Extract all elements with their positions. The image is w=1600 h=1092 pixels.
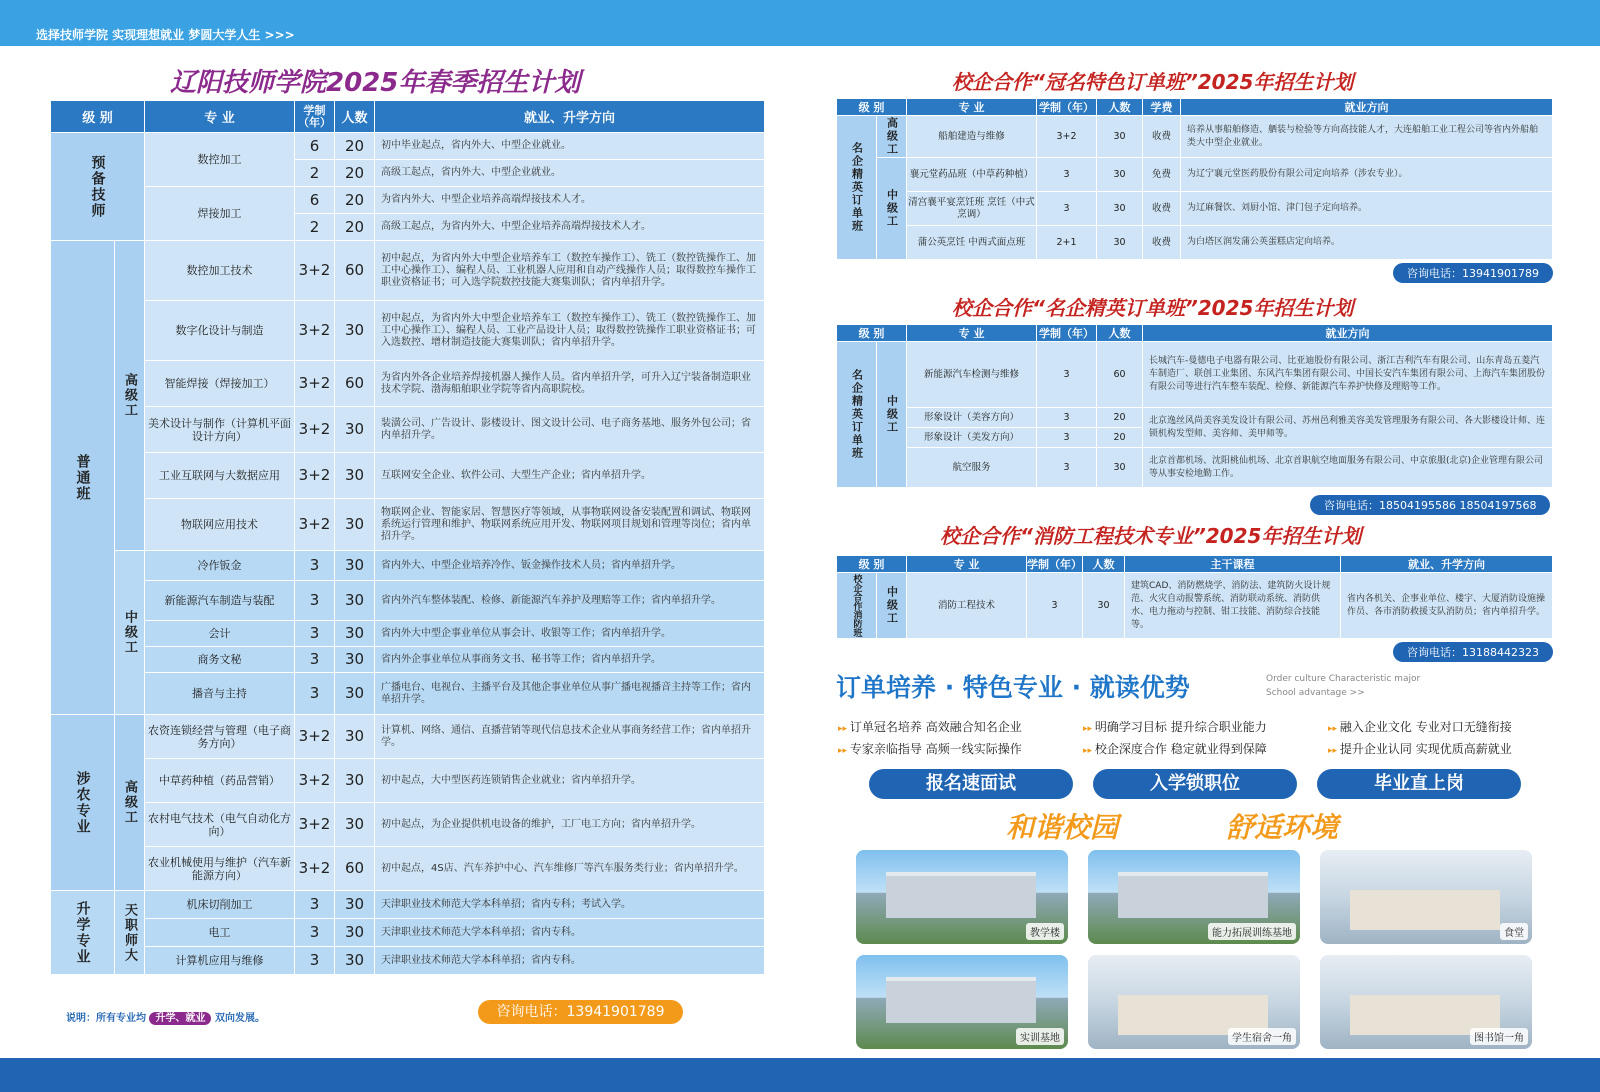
level-group-text: 升学专业	[74, 900, 91, 965]
major-cell: 电工	[145, 919, 295, 947]
t3-col-years: 学制（年）	[1027, 556, 1083, 573]
years-cell: 6	[295, 133, 335, 160]
t2-sub: 中级工	[877, 342, 907, 488]
t1-count: 30	[1097, 116, 1143, 158]
advantage-item: ▸▸ 融入企业文化 专业对口无缝衔接	[1328, 718, 1512, 735]
major-cell: 新能源汽车制造与装配	[145, 581, 295, 621]
level-sub	[115, 715, 145, 891]
advantage-item: ▸▸ 提升企业认同 实现优质高薪就业	[1328, 740, 1512, 757]
level-sub-text: 天职师大	[122, 902, 137, 963]
years-cell: 3	[295, 551, 335, 581]
count-cell: 20	[335, 160, 375, 187]
direction-cell: 天津职业技术师范大学本科单招；省内专科。	[375, 947, 765, 975]
t2-phone: 咨询电话：18504195586 18504197568	[1310, 495, 1550, 515]
major-cell: 美术设计与制作（计算机平面设计方向）	[145, 407, 295, 453]
t2-col-count: 人数	[1097, 325, 1143, 342]
major-cell: 农业机械使用与维护（汽车新能源方向）	[145, 847, 295, 891]
t1-col-direction: 就业方向	[1181, 99, 1553, 116]
top-banner	[0, 0, 1600, 46]
direction-cell: 初中起点，为省内外大中型企业培养车工（数控车操作工）、铣工（数控铣操作工、加工中心操作工）、编程人员、工业产品设计人员；取得数控铣操作工职业资格证书；可入选数控、增材制造技能大赛集训队；省内单招升学。	[375, 301, 765, 361]
table-row	[51, 673, 765, 715]
t1-sub-mid: 中级工	[877, 158, 907, 260]
t1-title: 校企合作“冠名特色订单班”2025年招生计划	[952, 70, 1354, 94]
major-cell: 会计	[145, 621, 295, 647]
t3-phone: 咨询电话：13188442323	[1393, 642, 1553, 662]
count-cell: 60	[335, 241, 375, 301]
t2-col-major: 专 业	[907, 325, 1037, 342]
t2-direction: 长城汽车-曼德电子电器有限公司、比亚迪股份有限公司、浙江吉利汽车有限公司、山东青岛五菱汽车制造厂、联创工业集团、东风汽车集团有限公司、中国长安汽车集团有限公司、上海汽车集团股份有限公司等进行汽车整车装配、检修、新能源汽车养护快修及理赔等工作。	[1143, 342, 1553, 408]
count-cell: 60	[335, 361, 375, 407]
t2-major: 形象设计（美容方向）	[907, 408, 1037, 428]
t1-count: 30	[1097, 192, 1143, 226]
t3-direction: 省内各机关、企事业单位、楼宇、大厦消防设施操作员、各市消防救援支队消防员；省内单招升学。	[1341, 573, 1553, 639]
promo-english	[1266, 672, 1420, 700]
t1-fee: 免费	[1143, 158, 1181, 192]
left-title: 辽阳技师学院2025年春季招生计划	[170, 68, 581, 98]
count-cell: 30	[335, 301, 375, 361]
t2-years: 3	[1037, 408, 1097, 428]
t3-sub: 中级工	[877, 573, 907, 639]
count-cell: 30	[335, 891, 375, 919]
t3-title: 校企合作“消防工程技术专业”2025年招生计划	[940, 524, 1362, 548]
advantage-item: ▸▸ 校企深度合作 稳定就业得到保障	[1083, 740, 1267, 757]
t1-fee: 收费	[1143, 116, 1181, 158]
major-cell: 焊接加工	[145, 187, 295, 241]
t1-direction: 为辽麻餐饮、刘厨小馆、津门包子定向培养。	[1181, 192, 1553, 226]
photo-practice-base	[856, 955, 1068, 1049]
advantage-item: ▸▸ 明确学习目标 提升综合职业能力	[1083, 718, 1267, 735]
bottom-banner	[0, 1058, 1600, 1092]
t1-years: 3	[1037, 192, 1097, 226]
direction-cell: 物联网企业、智能家居、智慧医疗等领域，从事物联网设备安装配置和调试、物联网系统运行管理和维护、物联网系统应用开发、物联网项目规划和管理等岗位；省内单招升学。	[375, 499, 765, 551]
t2-count: 30	[1097, 448, 1143, 488]
level-group	[51, 715, 115, 891]
count-cell: 30	[335, 551, 375, 581]
col-years: 学制（年）	[295, 101, 335, 133]
major-cell: 播音与主持	[145, 673, 295, 715]
t2-major: 航空服务	[907, 448, 1037, 488]
t2-title: 校企合作“名企精英订单班”2025年招生计划	[952, 296, 1354, 320]
t3-years: 3	[1027, 573, 1083, 639]
t2-major: 新能源汽车检测与维修	[907, 342, 1037, 408]
photo-caption: 图书馆一角	[1470, 1028, 1528, 1045]
t2-col-years: 学制（年）	[1037, 325, 1097, 342]
years-cell: 3	[295, 647, 335, 673]
table-row	[51, 187, 765, 214]
years-cell: 3+2	[295, 715, 335, 759]
major-cell: 农村电气技术（电气自动化方向）	[145, 803, 295, 847]
major-cell: 工业互联网与大数据应用	[145, 453, 295, 499]
count-cell: 30	[335, 759, 375, 803]
t1-fee: 收费	[1143, 192, 1181, 226]
major-cell: 商务文秘	[145, 647, 295, 673]
direction-cell: 天津职业技术师范大学本科单招；省内专科；考试入学。	[375, 891, 765, 919]
major-cell: 农资连锁经营与管理（电子商务方向）	[145, 715, 295, 759]
t1-col-major: 专 业	[907, 99, 1037, 116]
t3-count: 30	[1083, 573, 1125, 639]
t3-course: 建筑CAD、消防燃烧学、消防法、建筑防火设计规范、火灾自动报警系统、消防联动系统、消防供水、电力拖动与控制、钳工技能、消防综合技能等。	[1125, 573, 1341, 639]
years-cell: 3+2	[295, 803, 335, 847]
direction-cell: 初中起点，4S店、汽车养护中心、汽车维修厂等汽车服务类行业；省内单招升学。	[375, 847, 765, 891]
table-row	[51, 407, 765, 453]
direction-cell: 高级工起点，为省内外大、中型企业培养高端焊接技术人才。	[375, 214, 765, 241]
photo-caption: 教学楼	[1026, 923, 1064, 940]
years-cell: 3+2	[295, 499, 335, 551]
count-cell: 30	[335, 803, 375, 847]
table-row	[51, 803, 765, 847]
left-phone: 咨询电话：13941901789	[478, 1000, 683, 1024]
fire-eng-table	[836, 555, 1553, 639]
footnote	[66, 1009, 265, 1024]
level-sub	[115, 241, 145, 551]
years-cell: 3+2	[295, 453, 335, 499]
direction-cell: 为省内外大、中型企业培养高端焊接技术人才。	[375, 187, 765, 214]
level-group	[51, 891, 115, 975]
major-cell: 智能焊接（焊接加工）	[145, 361, 295, 407]
t2-years: 3	[1037, 342, 1097, 408]
direction-cell: 初中起点，为省内外大中型企业培养车工（数控车操作工）、铣工（数控铣操作工、加工中心操作工）、编程人员、工业机器人应用和自动产线操作人员；取得数控车操作工职业资格证书；可入选学院数控技能大赛集训队；省内单招升学。	[375, 241, 765, 301]
photo-teaching-building	[856, 850, 1068, 944]
col-count: 人数	[335, 101, 375, 133]
years-cell: 6	[295, 187, 335, 214]
t3-col-direction: 就业、升学方向	[1341, 556, 1553, 573]
t1-major: 清宫襄平宴烹饪班 烹饪（中式烹调）	[907, 192, 1037, 226]
count-cell: 30	[335, 715, 375, 759]
direction-cell: 天津职业技术师范大学本科单招；省内专科。	[375, 919, 765, 947]
years-cell: 3+2	[295, 241, 335, 301]
major-cell: 物联网应用技术	[145, 499, 295, 551]
t2-count: 60	[1097, 342, 1143, 408]
table-row	[51, 453, 765, 499]
major-cell: 数字化设计与制造	[145, 301, 295, 361]
t1-sub-senior: 高级工	[877, 116, 907, 158]
direction-cell: 省内外汽车整体装配、检修、新能源汽车养护及理赔等工作；省内单招升学。	[375, 581, 765, 621]
photo-caption: 能力拓展训练基地	[1208, 923, 1296, 940]
table-row	[51, 647, 765, 673]
count-cell: 30	[335, 453, 375, 499]
t2-count: 20	[1097, 428, 1143, 448]
table-row	[51, 759, 765, 803]
t1-group: 名企精英订单班	[837, 116, 877, 260]
level-sub-text: 中级工	[122, 610, 137, 655]
t2-count: 20	[1097, 408, 1143, 428]
table-row	[51, 891, 765, 919]
note-pill: 升学、就业	[149, 1012, 211, 1025]
photo-caption: 学生宿舍一角	[1228, 1028, 1296, 1045]
t1-years: 2+1	[1037, 226, 1097, 260]
years-cell: 3+2	[295, 847, 335, 891]
level-sub-text: 高级工	[122, 373, 137, 418]
col-direction: 就业、升学方向	[375, 101, 765, 133]
table-row	[51, 133, 765, 160]
major-cell: 机床切削加工	[145, 891, 295, 919]
t2-group: 名企精英订单班	[837, 342, 877, 488]
photo-canteen	[1320, 850, 1532, 944]
t1-count: 30	[1097, 226, 1143, 260]
advantage-item: ▸▸ 专家亲临指导 高频一线实际操作	[838, 740, 1022, 757]
col-major: 专 业	[145, 101, 295, 133]
direction-cell: 计算机、网络、通信、直播营销等现代信息技术企业从事商务经营工作；省内单招升学。	[375, 715, 765, 759]
named-order-table	[836, 98, 1553, 260]
t1-years: 3	[1037, 158, 1097, 192]
years-cell: 3+2	[295, 361, 335, 407]
count-cell: 20	[335, 187, 375, 214]
years-cell: 3	[295, 621, 335, 647]
table-row	[51, 919, 765, 947]
direction-cell: 广播电台、电视台、主播平台及其他企事业单位从事广播电视播音主持等工作；省内单招升学。	[375, 673, 765, 715]
direct-job-button[interactable]: 毕业直上岗	[1317, 769, 1521, 799]
t1-col-fee: 学费	[1143, 99, 1181, 116]
t1-fee: 收费	[1143, 226, 1181, 260]
years-cell: 3	[295, 581, 335, 621]
count-cell: 30	[335, 919, 375, 947]
count-cell: 30	[335, 621, 375, 647]
promo-en-line1: Order culture Characteristic major	[1266, 674, 1421, 684]
photo-training-base	[1088, 850, 1300, 944]
count-cell: 30	[335, 499, 375, 551]
count-cell: 30	[335, 407, 375, 453]
slogan: 选择技师学院 实现理想就业 梦圆大学人生 >>>	[36, 28, 295, 42]
photo-library	[1320, 955, 1532, 1049]
years-cell: 3	[295, 947, 335, 975]
table-row	[51, 551, 765, 581]
table-row	[51, 581, 765, 621]
t3-group: 校企合作消防班	[837, 573, 877, 639]
years-cell: 3+2	[295, 301, 335, 361]
t1-count: 30	[1097, 158, 1143, 192]
t2-direction: 北京逸丝风尚美容美发设计有限公司、苏州邑利雅美容美发管理服务有限公司、各大影楼设计师、连锁机构发型师、美容师、美甲师等。	[1143, 408, 1553, 448]
level-group	[51, 133, 145, 241]
direction-cell: 初中毕业起点，省内外大、中型企业就业。	[375, 133, 765, 160]
t2-years: 3	[1037, 428, 1097, 448]
direction-cell: 互联网安全企业、软件公司、大型生产企业；省内单招升学。	[375, 453, 765, 499]
promo-title: 订单培养 · 特色专业 · 就读优势	[836, 673, 1190, 702]
t1-major: 船舶建造与维修	[907, 116, 1037, 158]
count-cell: 30	[335, 947, 375, 975]
table-row	[51, 947, 765, 975]
promo-en-line2: School advantage >>	[1266, 688, 1365, 698]
t3-col-level: 级 别	[837, 556, 907, 573]
t3-col-course: 主干课程	[1125, 556, 1341, 573]
t1-major: 蒲公英烹饪 中西式面点班	[907, 226, 1037, 260]
count-cell: 30	[335, 581, 375, 621]
table-row	[51, 847, 765, 891]
direction-cell: 初中起点，为企业提供机电设备的维护，工厂电工方向；省内单招升学。	[375, 803, 765, 847]
count-cell: 30	[335, 647, 375, 673]
quick-interview-button[interactable]: 报名速面试	[869, 769, 1073, 799]
count-cell: 20	[335, 214, 375, 241]
t2-direction: 北京首都机场、沈阳桃仙机场、北京首职航空地面服务有限公司、中京旅服(北京)企业管理有限公司等从事安检地勤工作。	[1143, 448, 1553, 488]
direction-cell: 初中起点，大中型医药连锁销售企业就业；省内单招升学。	[375, 759, 765, 803]
count-cell: 60	[335, 847, 375, 891]
t1-direction: 为白塔区润发蒲公英蛋糕店定向培养。	[1181, 226, 1553, 260]
photo-caption: 食堂	[1500, 923, 1528, 940]
level-group-text: 涉农专业	[74, 770, 91, 835]
t2-col-direction: 就业方向	[1143, 325, 1553, 342]
major-cell: 冷作钣金	[145, 551, 295, 581]
years-cell: 2	[295, 160, 335, 187]
years-cell: 3	[295, 919, 335, 947]
note-text: 说明：所有专业均	[66, 1013, 146, 1024]
table-row	[51, 621, 765, 647]
years-cell: 3	[295, 673, 335, 715]
campus-slogan-1: 和谐校园	[1006, 811, 1119, 844]
t1-col-level: 级 别	[837, 99, 907, 116]
years-cell: 3	[295, 891, 335, 919]
t3-col-count: 人数	[1083, 556, 1125, 573]
major-cell: 数控加工技术	[145, 241, 295, 301]
years-cell: 3+2	[295, 407, 335, 453]
t2-years: 3	[1037, 448, 1097, 488]
t1-phone: 咨询电话：13941901789	[1393, 263, 1553, 283]
t3-major: 消防工程技术	[907, 573, 1027, 639]
major-cell: 中草药种植（药品营销）	[145, 759, 295, 803]
campus-slogan-2: 舒适环境	[1226, 811, 1339, 844]
elite-order-table	[836, 324, 1553, 488]
years-cell: 3+2	[295, 759, 335, 803]
direction-cell: 省内外大、中型企业培养冷作、钣金操作技术人员；省内单招升学。	[375, 551, 765, 581]
level-sub-text: 高级工	[122, 780, 137, 825]
t2-col-level: 级 别	[837, 325, 907, 342]
t1-direction: 培养从事船舶修造、舾装与检验等方向高技能人才，大连船舶工业工程公司等省内外船舶类大中型企业就业。	[1181, 116, 1553, 158]
level-group-text: 普通班	[74, 453, 91, 502]
level-sub	[115, 891, 145, 975]
level-sub	[115, 551, 145, 715]
t1-direction: 为辽宁襄元堂医药股份有限公司定向培养（涉农专业）。	[1181, 158, 1553, 192]
direction-cell: 省内外企事业单位从事商务文书、秘书等工作；省内单招升学。	[375, 647, 765, 673]
t1-col-count: 人数	[1097, 99, 1143, 116]
col-level: 级 别	[51, 101, 145, 133]
direction-cell: 为省内外各企业培养焊接机器人操作人员。省内单招升学，可升入辽宁装备制造职业技术学院、渤海船舶职业学院等省内高职院校。	[375, 361, 765, 407]
note-suffix: 双向发展。	[214, 1013, 265, 1024]
photo-dormitory	[1088, 955, 1300, 1049]
direction-cell: 装潢公司、广告设计、影楼设计、图文设计公司、电子商务基地、服务外包公司；省内单招升学。	[375, 407, 765, 453]
count-cell: 30	[335, 673, 375, 715]
t1-years: 3+2	[1037, 116, 1097, 158]
t1-major: 襄元堂药品班（中草药种植）	[907, 158, 1037, 192]
lock-position-button[interactable]: 入学锁职位	[1093, 769, 1297, 799]
t2-major: 形象设计（美发方向）	[907, 428, 1037, 448]
t1-col-years: 学制（年）	[1037, 99, 1097, 116]
major-cell: 计算机应用与维修	[145, 947, 295, 975]
advantage-item: ▸▸ 订单冠名培养 高效融合知名企业	[838, 718, 1022, 735]
direction-cell: 省内外大中型企事业单位从事会计、收银等工作；省内单招升学。	[375, 621, 765, 647]
photo-caption: 实训基地	[1016, 1028, 1064, 1045]
t3-col-major: 专 业	[907, 556, 1027, 573]
count-cell: 20	[335, 133, 375, 160]
years-cell: 2	[295, 214, 335, 241]
direction-cell: 高级工起点，省内外大、中型企业就业。	[375, 160, 765, 187]
table-row	[51, 715, 765, 759]
level-group-text: 预备技师	[89, 154, 106, 219]
major-cell: 数控加工	[145, 133, 295, 187]
table-row	[51, 361, 765, 407]
